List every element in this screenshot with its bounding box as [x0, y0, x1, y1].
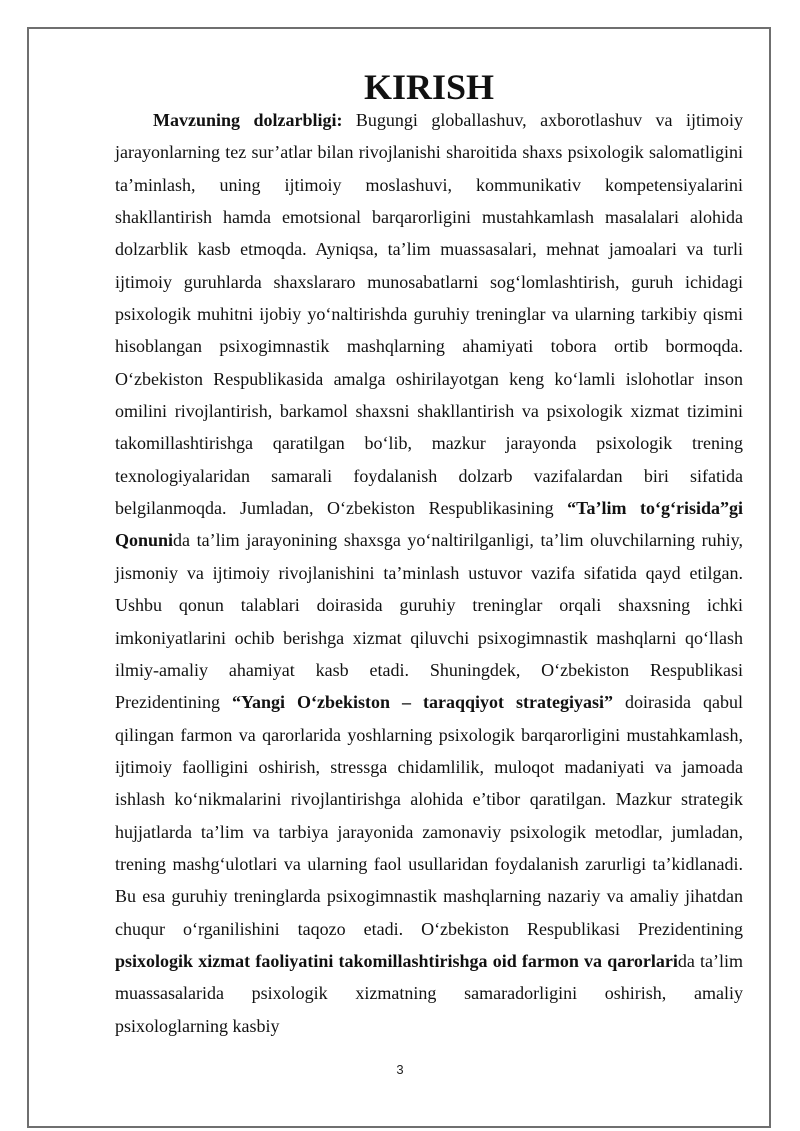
- section-title: KIRISH: [363, 67, 495, 107]
- paragraph-text: da ta’lim jarayonining shaxsga yo‘naltirilganligi, ta’lim oluvchilarning ruhiy, jismoniy va ijtimoiy rivojlanishini ta’minlash ustuvor vazifa sifatida qayd etilgan. Ushbu qonun talablari doirasida guruhiy treninglar orqali shaxsning ichki imkoniyatlarini ochib berishga xizmat qiluvchi psixogimnastik mashqlarni qo‘llash ilmiy-amaliy ahamiyat kasb etadi. Shuningdek, O‘zbekiston Respublikasi Prezidentining: [115, 530, 743, 713]
- decree-reference: psixologik xizmat faoliyatini takomillashtirishga oid farmon va qarorlari: [115, 950, 678, 971]
- body-paragraph: [115, 104, 743, 1042]
- strategy-reference: “Yangi O‘zbekiston – taraqqiyot strategiyasi”: [231, 692, 614, 713]
- document-body: [115, 67, 744, 1042]
- paragraph-text: Bugungi globallashuv, axborotlashuv va ijtimoiy jarayonlarning tez sur’atlar bilan rivojlanishi sharoitida shaxs psixologik salomatligini ta’minlash, uning ijtimoiy moslashuvi, kommunikativ kompetensiyalarini shakllantirish hamda emotsional barqarorligini mustahkamlash masalalari alohida dolzarblik kasb etmoqda. Ayniqsa, ta’lim muassasalari, mehnat jamoalari va turli ijtimoiy guruhlarda shaxslararo munosabatlarni sog‘lomlashtirish, guruh ichidagi psixologik muhitni ijobiy yo‘naltirishda guruhiy treninglar va ularning tarkibiy qismi hisoblangan psixogimnastik mashqlarning ahamiyati tobora ortib bormoqda. O‘zbekiston Respublikasida amalga oshirilayotgan keng ko‘lamli islohotlar inson omilini rivojlantirish, barkamol shaxsni shakllantirish va psixologik xizmat tizimini takomillashtirishga qaratilgan bo‘lib, mazkur jarayonda psixologik trening texnologiyalaridan samarali foydalanish dolzarb vazifalardan biri sifatida belgilanmoqda. Jumladan, O‘zbekiston Respublikasining: [115, 110, 743, 519]
- page-number: 3: [396, 1062, 404, 1077]
- paragraph-text: doirasida qabul qilingan farmon va qarorlarida yoshlarning psixologik barqarorligini mustahkamlash, ijtimoiy faolligini oshirish, stressga chidamlilik, muloqot madaniyati va jamoada ishlash ko‘nikmalarini rivojlantirishga alohida e’tibor qaratilgan. Mazkur strategik hujjatlarda ta’lim va tarbiya jarayonida zamonaviy psixologik metodlar, jumladan, trening mashg‘ulotlari va ularning faol usullaridan foydalanish zarurligi ta’kidlanadi. Bu esa guruhiy treninglarda psixogimnastik mashqlarning nazariy va amaliy jihatdan chuqur o‘rganilishini taqozo etadi. O‘zbekiston Respublikasi Prezidentining: [115, 692, 743, 939]
- lead-heading: Mavzuning dolzarbligi:: [153, 110, 343, 130]
- paragraph-text: da ta’lim muassasalarida psixologik xizmatning samaradorligini oshirish, amaliy psixologlarning kasbiy: [115, 950, 744, 1036]
- law-reference: “Ta’lim to‘g‘risida”gi Qonuni: [115, 498, 743, 551]
